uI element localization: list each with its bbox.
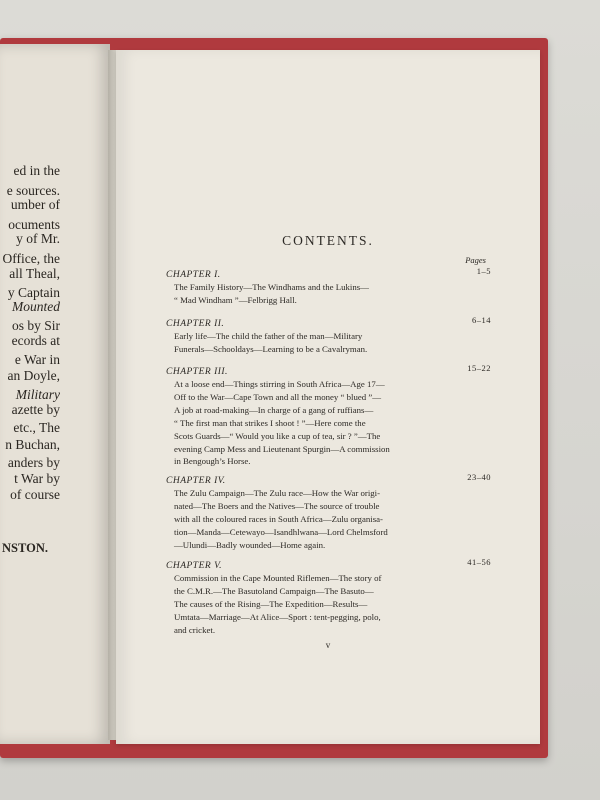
chapter-summary-line: “ The first man that strikes I shoot ! ”—Here come the <box>174 417 366 428</box>
chapter-pages: 15–22 <box>467 363 491 373</box>
left-page-line: ocuments <box>8 217 60 232</box>
chapter-summary-line: Funerals—Schooldays—Learning to be a Cavalryman. <box>174 343 368 354</box>
chapter-heading: CHAPTER III. <box>166 367 228 377</box>
chapter-summary-line: Early life—The child the father of the man—Military <box>174 331 363 341</box>
chapter-summary-line: “ Mad Windham ”—Felbrigg Hall. <box>174 294 297 305</box>
left-page-line: anders by <box>7 455 60 470</box>
chapter-heading: CHAPTER II. <box>166 319 225 329</box>
chapter-pages: 1–5 <box>476 266 491 276</box>
chapter-pages: 6–14 <box>472 315 491 325</box>
chapter-entry <box>166 472 491 552</box>
chapter-summary-line: Off to the War—Cape Town and all the money “ blued ”— <box>174 391 382 402</box>
pages-column-heading: Pages <box>465 255 486 265</box>
chapter-summary-line: Scots Guards—“ Would you like a cup of tea, sir ? ”—The <box>174 430 381 441</box>
chapter-summary-line: The Zulu Campaign—The Zulu race—How the War origi- <box>174 488 381 498</box>
chapter-summary-line: and cricket. <box>174 624 216 635</box>
chapter-summary-line: the C.M.R.—The Basutoland Campaign—The Basuto— <box>174 585 374 596</box>
left-page-line: n Buchan, <box>5 437 60 452</box>
left-page-line: e sources. <box>6 183 60 198</box>
contents-page <box>116 50 540 744</box>
chapter-summary-line: evening Camp Mess and Lieutenant Spurgin—A commission <box>174 443 390 454</box>
left-page-line: y of Mr. <box>16 231 60 246</box>
chapter-entry <box>166 266 491 307</box>
chapter-entry <box>166 315 491 356</box>
chapter-summary-line: A job at road-making—In charge of a gang of ruffians— <box>174 404 374 415</box>
page-number: v <box>325 640 331 650</box>
chapter-pages: 23–40 <box>467 472 491 482</box>
chapter-summary-line: —Ulundi—Badly wounded—Home again. <box>174 539 326 550</box>
chapter-summary-line: tion—Manda—Cetewayo—Isandhlwana—Lord Chelmsford <box>174 526 388 537</box>
left-page-line: umber of <box>10 197 60 212</box>
chapter-heading: CHAPTER V. <box>166 561 223 571</box>
chapter-entry <box>166 557 491 637</box>
chapter-pages: 41–56 <box>467 557 491 567</box>
left-page-line: of course <box>10 487 60 502</box>
left-page-line: azette by <box>11 402 60 417</box>
chapter-summary-line: The causes of the Rising—The Expedition—Results— <box>174 598 368 609</box>
chapter-entry <box>166 363 491 468</box>
left-page-line: all Theal, <box>9 266 60 281</box>
chapter-summary-line: with all the coloured races in South Africa—Zulu organisa- <box>174 513 383 524</box>
chapter-summary-line: Commission in the Cape Mounted Riflemen—The story of <box>174 573 382 583</box>
chapter-summary-line: in Bengough’s Horse. <box>174 456 251 467</box>
left-page-line: t War by <box>14 471 60 486</box>
left-page-signature: NSTON. <box>2 541 48 555</box>
left-page <box>0 44 110 744</box>
left-page-line: etc., The <box>13 420 60 435</box>
chapter-summary-line: At a loose end—Things stirring in South Africa—Age 17— <box>174 379 385 389</box>
left-page-line: y Captain <box>7 285 60 300</box>
left-page-line: ecords at <box>11 333 60 348</box>
left-page-line: e War in <box>14 352 60 367</box>
contents-title: CONTENTS. <box>282 233 374 248</box>
chapter-heading: CHAPTER IV. <box>166 476 226 486</box>
chapter-heading: CHAPTER I. <box>166 270 221 280</box>
left-page-line: an Doyle, <box>7 368 60 383</box>
left-page-line: Office, the <box>2 251 60 266</box>
chapter-summary-line: nated—The Boers and the Natives—The source of trouble <box>174 500 380 511</box>
left-page-line: Mounted <box>12 299 60 314</box>
left-page-line: os by Sir <box>11 318 60 333</box>
chapter-summary-line: The Family History—The Windhams and the Lukins— <box>174 282 369 292</box>
left-page-line: Military <box>15 387 60 402</box>
left-page-line: ed in the <box>13 163 60 178</box>
chapter-summary-line: Umtata—Marriage—At Alice—Sport : tent-pegging, polo, <box>174 611 381 622</box>
